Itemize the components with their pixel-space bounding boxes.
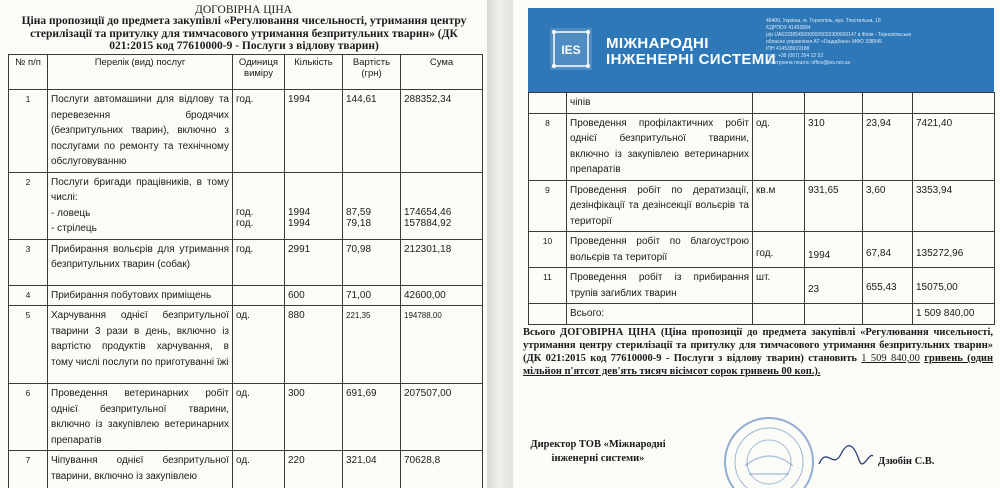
company-logo-icon — [550, 28, 592, 70]
row-desc-main: Послуги бригади працівників, в тому числі: — [51, 176, 229, 203]
info-line: р/р UA623385450000026003300069147 в Філія - Тернопільське — [766, 32, 912, 38]
row-desc: Послуги автомашини для відлову та перевезення бродячих (безпритульних тварин), включно з послугами по ремонту та технічному обслуговуванню — [48, 90, 233, 173]
row-unit: год. — [233, 239, 285, 285]
row-no: 1 — [9, 90, 48, 173]
row-qty-sub: 1994 — [288, 206, 311, 218]
total-row — [529, 304, 995, 325]
row-qty: 2991 — [285, 239, 343, 285]
row-unit — [233, 172, 285, 239]
row-desc: Прибирання побутових приміщень — [48, 285, 233, 306]
row-qty: 880 — [285, 306, 343, 384]
company-name — [606, 36, 776, 68]
row-unit: шт. — [753, 268, 805, 304]
row-desc: Прибирання вольєрів для утримання безпритульних тварин (собак) — [48, 239, 233, 285]
row-price-sub: 87,59 — [346, 206, 372, 218]
table-row — [9, 285, 483, 306]
row-no: 5 — [9, 306, 48, 384]
row-price: 691,69 — [343, 384, 401, 451]
table-header-row — [9, 55, 483, 90]
row-desc-sub: - ловець — [51, 207, 91, 219]
row-qty: 300 — [285, 384, 343, 451]
table-row — [9, 451, 483, 488]
row-qty: 1994 — [285, 90, 343, 173]
row-no: 4 — [9, 285, 48, 306]
row-sum: 15075,00 — [913, 268, 995, 304]
table-row — [9, 172, 483, 239]
row-no: 11 — [529, 268, 567, 304]
row-unit: год. — [753, 232, 805, 268]
row-sum: 70628,8 — [401, 451, 483, 488]
row-unit: од. — [233, 384, 285, 451]
row-no: 7 — [9, 451, 48, 488]
company-letterhead — [528, 8, 994, 92]
row-qty: 600 — [285, 285, 343, 306]
row-qty: 220 — [285, 451, 343, 488]
row-no: 10 — [529, 232, 567, 268]
header-no: № п/п — [9, 55, 48, 90]
row-qty: 931,65 — [805, 180, 863, 232]
table-row — [529, 180, 995, 232]
price-table-left — [8, 54, 483, 488]
contract-price-summary — [523, 326, 993, 378]
row-desc: Чіпування однієї безпритульної тварини, включно із закупівлею — [48, 451, 233, 488]
table-row — [529, 232, 995, 268]
row-no: 3 — [9, 239, 48, 285]
row-price: 655,43 — [863, 268, 913, 304]
price-table-right — [528, 92, 995, 325]
info-line: обласне управління АТ «Ощадбанк» МФО 338545 — [766, 39, 882, 45]
row-desc: Проведення профілактичних робіт однієї безпритульної тварини, включно із закупівлею ветеринарних препаратів — [567, 113, 753, 180]
director-title — [523, 438, 673, 466]
row-unit-sub: год. — [236, 206, 254, 218]
row-price — [343, 172, 401, 239]
row-desc-continuation: чіпів — [567, 93, 753, 114]
info-line: електронна пошта: office@ies.net.ua — [766, 60, 851, 66]
table-row — [9, 90, 483, 173]
row-no: 9 — [529, 180, 567, 232]
row-price: 70,98 — [343, 239, 401, 285]
row-price: 23,94 — [863, 113, 913, 180]
header-price: Вартість (грн) — [343, 55, 401, 90]
director-name: Дзюбін С.В. — [878, 456, 935, 467]
row-price: 71,00 — [343, 285, 401, 306]
row-price-sub: 79,18 — [346, 217, 372, 229]
info-line: ІПН 414538919188 — [766, 46, 810, 52]
company-name-line1: МІЖНАРОДНІ — [606, 35, 709, 52]
director-title-line2: інженерні системи» — [551, 453, 645, 464]
row-qty — [285, 172, 343, 239]
row-desc: Проведення робіт по благоустрою вольєрів та території — [567, 232, 753, 268]
header-sum: Сума — [401, 55, 483, 90]
page-gutter — [487, 0, 513, 488]
summary-amount-words: гривень (один мільйон п'ятсот дев'ять тисяч вісімсот сорок гривень 00 коп.). — [523, 353, 994, 377]
header-desc: Перелік (вид) послуг — [48, 55, 233, 90]
row-qty: 23 — [805, 268, 863, 304]
document-subtitle: Ціна пропозиції до предмета закупівлі «Регулювання чисельності, утримання центру стерилізації та притулку для тимчасового утримання безпритульних тварин» (ДК 021:2015 код 77610000-9 - Послуги з відлову тварин) — [21, 15, 467, 52]
row-unit: од. — [233, 451, 285, 488]
row-sum — [401, 172, 483, 239]
total-label: Всього: — [567, 304, 753, 325]
row-desc: Проведення робіт по дератизації, дезінфікації та дезінсекції вольєрів та території — [567, 180, 753, 232]
table-row — [9, 239, 483, 285]
table-row — [529, 113, 995, 180]
header-unit: Одиниця виміру — [233, 55, 285, 90]
right-page — [513, 0, 1000, 488]
row-desc: Проведення ветеринарних робіт однієї безпритульної тварини, включно із закупівлею ветеринарних препаратів — [48, 384, 233, 451]
row-no: 6 — [9, 384, 48, 451]
director-title-line1: Директор ТОВ «Міжнародні — [530, 439, 666, 450]
row-sum: 194788,00 — [401, 306, 483, 384]
row-qty: 1994 — [805, 232, 863, 268]
director-signature-icon — [815, 442, 875, 472]
company-stamp-icon — [723, 416, 815, 488]
row-unit — [233, 285, 285, 306]
row-price: 144,61 — [343, 90, 401, 173]
row-unit: год. — [233, 90, 285, 173]
row-qty: 310 — [805, 113, 863, 180]
info-line: тел.: +38 (067) 354 12 52 — [766, 53, 824, 59]
row-sum: 212301,18 — [401, 239, 483, 285]
row-price: 221,35 — [343, 306, 401, 384]
row-unit-sub: год. — [236, 217, 254, 229]
row-price: 67,84 — [863, 232, 913, 268]
info-line: ЄДРПОУ 41453894 — [766, 25, 811, 31]
row-unit: од. — [233, 306, 285, 384]
total-value: 1 509 840,00 — [913, 304, 995, 325]
table-row — [529, 93, 995, 114]
summary-amount: 1 509 840,00 — [861, 353, 920, 364]
table-row — [529, 268, 995, 304]
row-no: 8 — [529, 113, 567, 180]
document-title: ДОГОВІРНА ЦІНА — [195, 4, 292, 16]
company-contact-info — [766, 18, 992, 67]
row-sum: 42600,00 — [401, 285, 483, 306]
row-sum-sub: 174654,46 — [404, 206, 452, 218]
logo-text: IES — [561, 43, 581, 57]
row-sum: 288352,34 — [401, 90, 483, 173]
summary-text: Всього ДОГОВІРНА ЦІНА (Ціна пропозиції до предмета закупівлі «Регулювання чисельності, утримання центру стерилізації та притулку для тимчасового утримання безпритульних тварин» (ДК 021:2015 код 77610000-9 - Послуги з відлову тварин) становить — [523, 327, 993, 364]
row-desc-sub: - стрілець — [51, 223, 97, 234]
row-unit: од. — [753, 113, 805, 180]
row-desc: Проведення робіт із прибирання трупів загиблих тварин — [567, 268, 753, 304]
company-name-line2: ІНЖЕНЕРНІ СИСТЕМИ — [606, 51, 776, 68]
header-qty: Кількість — [285, 55, 343, 90]
row-sum: 3353,94 — [913, 180, 995, 232]
row-desc — [48, 172, 233, 239]
row-price: 321,04 — [343, 451, 401, 488]
table-row — [9, 306, 483, 384]
row-unit: кв.м — [753, 180, 805, 232]
row-no: 2 — [9, 172, 48, 239]
table-row — [9, 384, 483, 451]
row-sum: 207507,00 — [401, 384, 483, 451]
row-sum-sub: 157884,92 — [404, 217, 452, 229]
info-line: 46400, Україна, м. Тернопіль, вул. Текстильна, 18 — [766, 18, 881, 24]
row-price: 3,60 — [863, 180, 913, 232]
row-qty-sub: 1994 — [288, 217, 311, 229]
row-sum: 7421,40 — [913, 113, 995, 180]
left-page — [0, 0, 487, 488]
row-sum: 135272,96 — [913, 232, 995, 268]
row-desc: Харчування однієї безпритульної тварини 3 рази в день, включно із вартістю продуктів харчування, в тому числі послуги по приготуванні їжі — [48, 306, 233, 384]
